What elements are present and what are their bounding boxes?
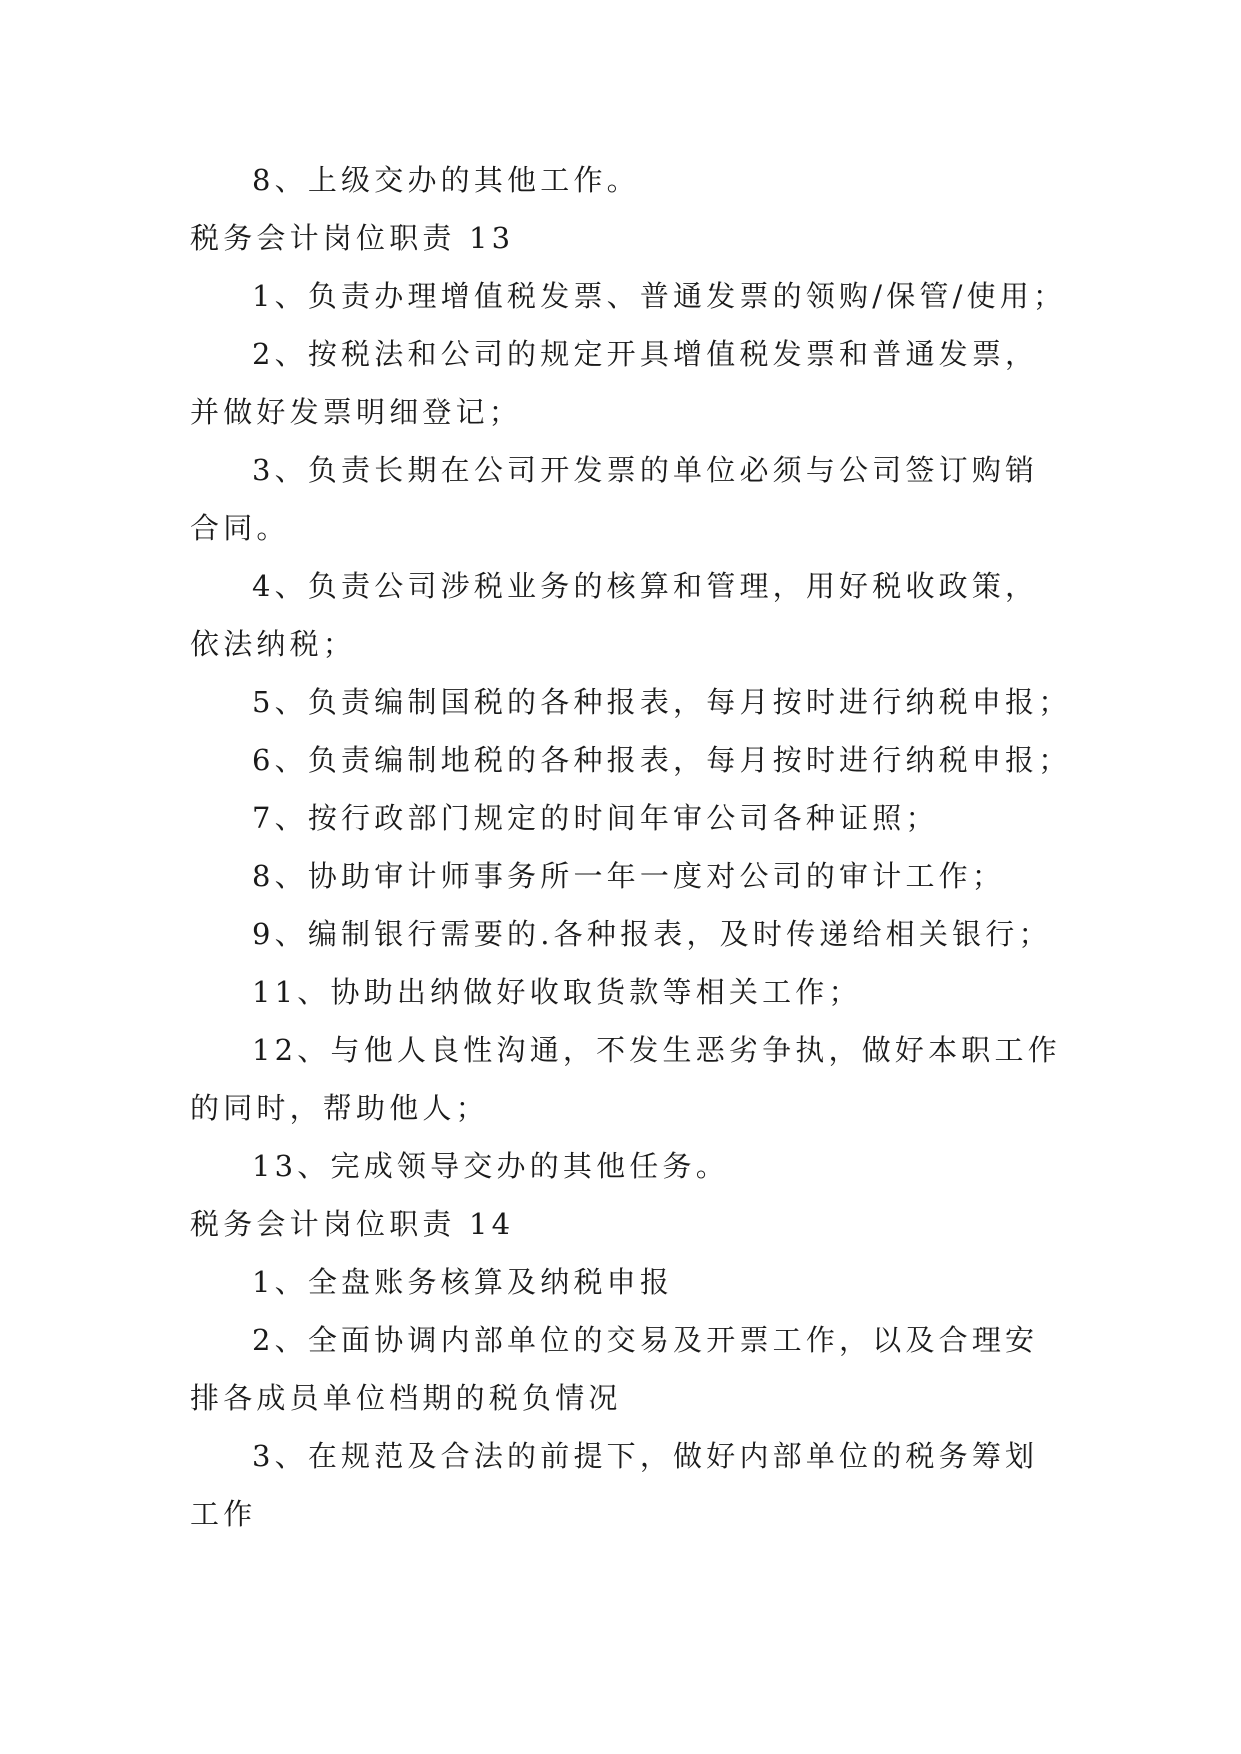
list-item: 1、全盘账务核算及纳税申报: [252, 1265, 674, 1299]
list-item: 5、负责编制国税的各种报表，每月按时进行纳税申报；: [252, 685, 1072, 719]
list-item-continuation: 的同时，帮助他人；: [190, 1091, 489, 1125]
list-item: 3、在规范及合法的前提下，做好内部单位的税务筹划: [252, 1439, 1039, 1473]
list-item: 9、编制银行需要的.各种报表，及时传递给相关银行；: [252, 917, 1052, 951]
list-item: 7、按行政部门规定的时间年审公司各种证照；: [252, 801, 939, 835]
list-item: 3、负责长期在公司开发票的单位必须与公司签订购销: [252, 453, 1039, 487]
list-item: 1、负责办理增值税发票、普通发票的领购/保管/使用；: [252, 279, 1067, 313]
list-item-continuation: 依法纳税；: [190, 627, 357, 661]
section-heading: 税务会计岗位职责 14: [190, 1207, 515, 1241]
list-item: 8、上级交办的其他工作。: [252, 163, 640, 197]
list-item: 2、全面协调内部单位的交易及开票工作，以及合理安: [252, 1323, 1039, 1357]
list-item-continuation: 合同。: [190, 511, 290, 545]
list-item: 6、负责编制地税的各种报表，每月按时进行纳税申报；: [252, 743, 1072, 777]
list-item-continuation: 排各成员单位档期的税负情况: [190, 1381, 622, 1415]
list-item-continuation: 工作: [190, 1497, 257, 1531]
list-item-continuation: 并做好发票明细登记；: [190, 395, 523, 429]
list-item: 12、与他人良性沟通，不发生恶劣争执，做好本职工作: [252, 1033, 1061, 1067]
list-item: 4、负责公司涉税业务的核算和管理，用好税收政策，: [252, 569, 1039, 603]
list-item: 2、按税法和公司的规定开具增值税发票和普通发票，: [252, 337, 1039, 371]
list-item: 13、完成领导交办的其他任务。: [252, 1149, 729, 1183]
list-item: 8、协助审计师事务所一年一度对公司的审计工作；: [252, 859, 1006, 893]
list-item: 11、协助出纳做好收取货款等相关工作；: [252, 975, 862, 1009]
section-heading: 税务会计岗位职责 13: [190, 221, 515, 255]
